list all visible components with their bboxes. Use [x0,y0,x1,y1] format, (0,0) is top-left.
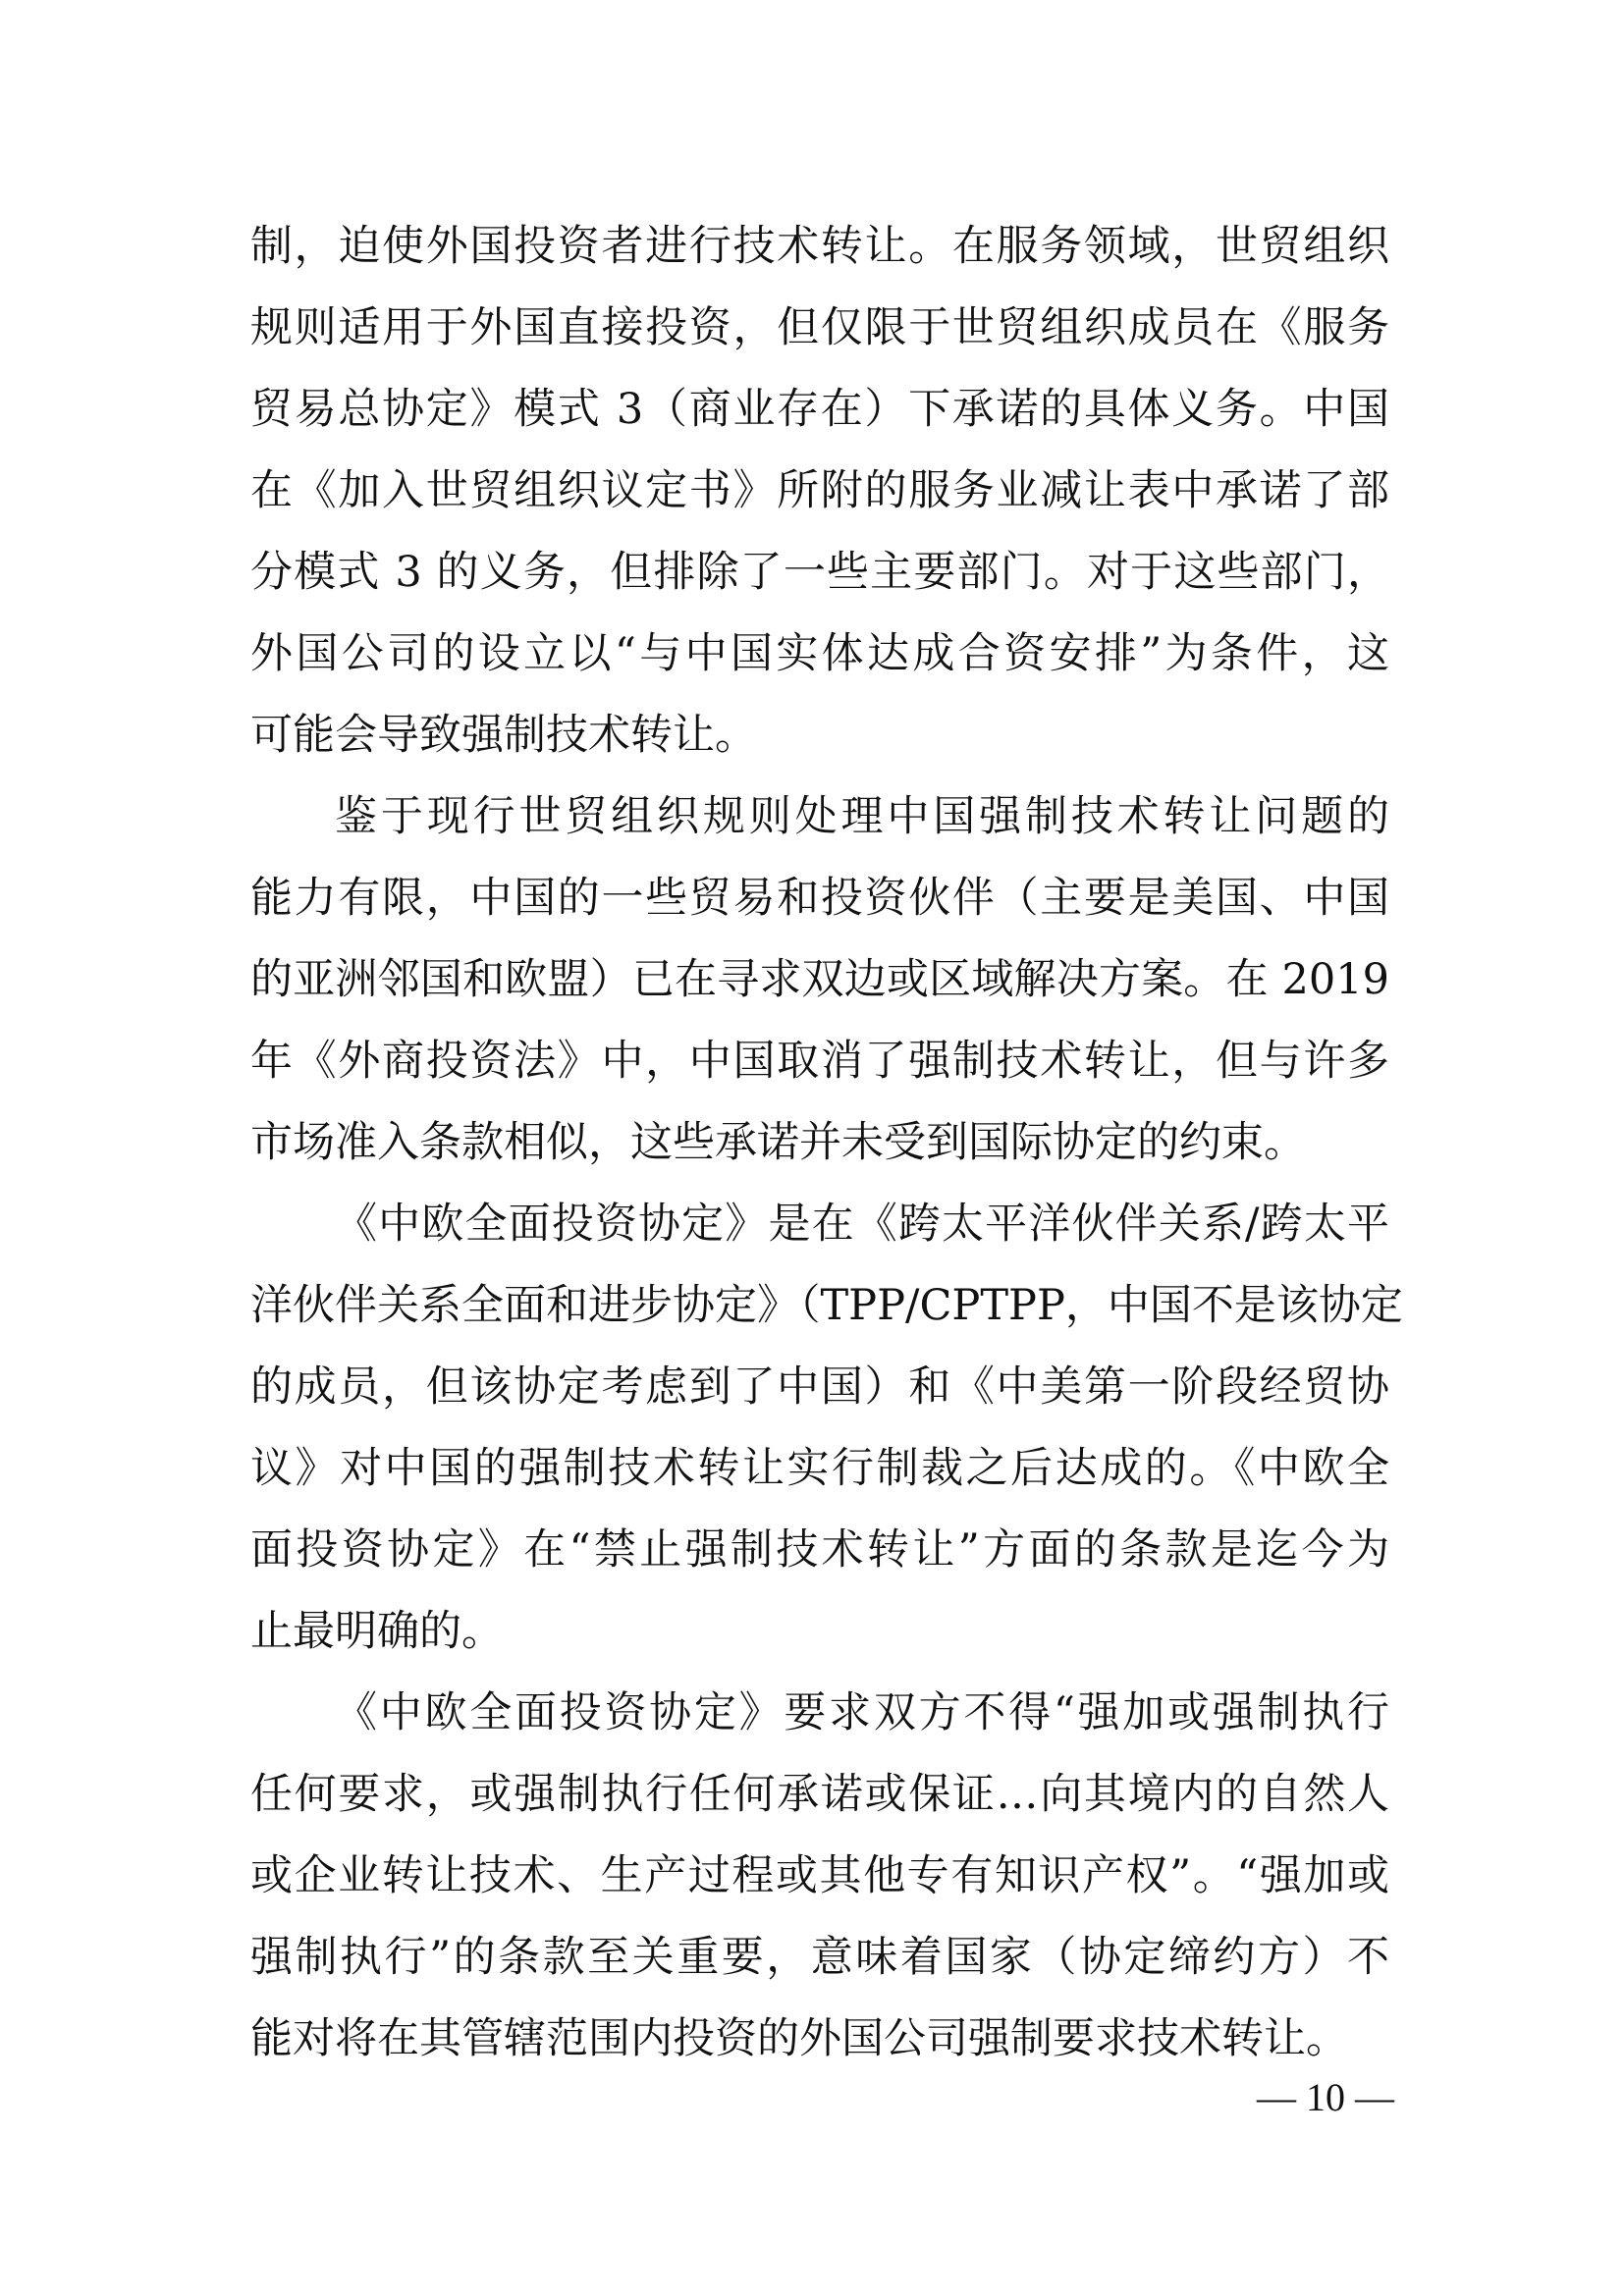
text-line: 或企业转让技术、生产过程或其他专有知识产权”。“强加或 [250,1851,1389,1900]
text-line: 的成员，但该协定考虑到了中国）和《中美第一阶段经贸协 [250,1362,1389,1412]
text-line: 贸易总协定》模式 3（商业存在）下承诺的具体义务。中国 [250,385,1389,434]
body-text [250,206,1403,2080]
text-line: 市场准入条款相似，这些承诺并未受到国际协定的约束。 [250,1118,1306,1167]
text-line: 外国公司的设立以“与中国实体达成合资安排”为条件，这 [250,629,1389,678]
text-line: 鉴于现行世贸组织规则处理中国强制技术转让问题的 [335,792,1389,841]
text-line: 年《外商投资法》中，中国取消了强制技术转让，但与许多 [250,1037,1389,1086]
text-line: 能对将在其管辖范围内投资的外国公司强制要求技术转让。 [250,2014,1348,2063]
text-line: 在《加入世贸组织议定书》所附的服务业减让表中承诺了部 [250,466,1389,515]
text-line: 强制执行”的条款至关重要，意味着国家（协定缔约方）不 [250,1933,1389,1982]
paragraph [250,1673,1389,2080]
text-line: 《中欧全面投资协定》是在《跨太平洋伙伴关系/跨太平 [335,1200,1389,1249]
text-line: 任何要求，或强制执行任何承诺或保证…向其境内的自然人 [250,1770,1389,1819]
text-line: 止最明确的。 [250,1607,504,1656]
text-line: 规则适用于外国直接投资，但仅限于世贸组织成员在《服务 [250,303,1389,352]
text-line: 《中欧全面投资协定》要求双方不得“强加或强制执行 [335,1688,1389,1737]
paragraph [250,206,1389,776]
text-line: 面投资协定》在“禁止强制技术转让”方面的条款是迄今为 [250,1525,1389,1575]
text-line: 可能会导致强制技术转让。 [250,711,757,760]
text-line: 能力有限，中国的一些贸易和投资伙伴（主要是美国、中国 [250,874,1389,923]
text-line: 议》对中国的强制技术转让实行制裁之后达成的。《中欧全 [250,1444,1389,1493]
text-line: 洋伙伴关系全面和进步协定》（TPP/CPTPP，中国不是该协定 [250,1281,1403,1330]
page-number: — 10 — [1257,2075,1394,2119]
paragraph [250,776,1389,1184]
paragraph [250,1184,1403,1673]
text-line: 的亚洲邻国和欧盟）已在寻求双边或区域解决方案。在 2019 [250,955,1389,1004]
text-line: 分模式 3 的义务，但排除了一些主要部门。对于这些部门， [250,548,1389,597]
text-line: 制，迫使外国投资者进行技术转让。在服务领域，世贸组织 [250,222,1389,271]
